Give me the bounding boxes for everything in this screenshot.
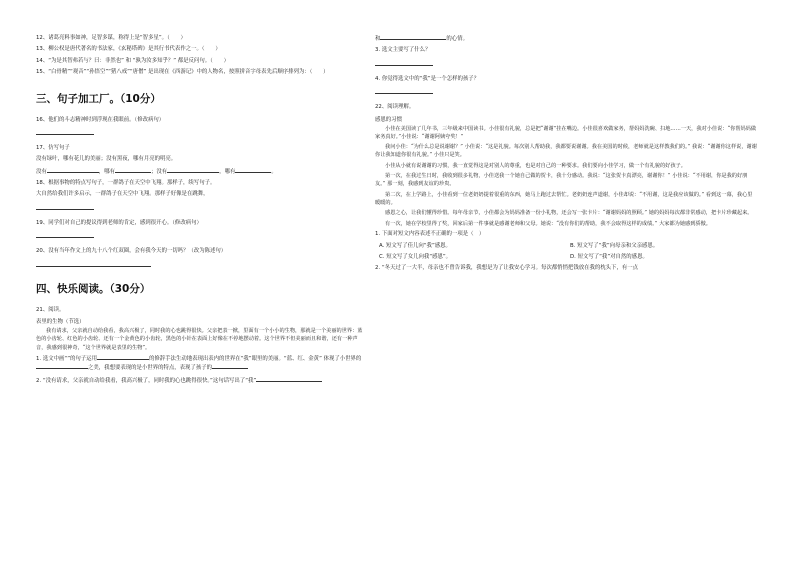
section-4-heading: 四、快乐阅读。（30分） xyxy=(36,282,151,295)
passage-2-title: 感恩的习惯 xyxy=(375,116,402,123)
question-21: 21、阅读。 xyxy=(36,306,65,313)
question-21-4: 4. 你觉得选文中的“我”是一个怎样的孩子？ xyxy=(375,75,480,82)
passage-2-p5: 第二次，在上学路上，小佳看到一位老奶奶提着很重的东西，她马上跑过去帮忙。老奶奶连声道谢，小佳却说：“不用谢，这是我应该做的。” 看到这一幕，我心里暖暖的。 xyxy=(375,191,753,206)
passage-2-p7: 有一次，她在学校里得了奖，回家后第一件事就是感谢老师和父母。她说：“没有你们的帮助，我不会取得这样的成绩。” 大家都为她感到骄傲。 xyxy=(385,220,711,227)
question-21-3: 3. 选文主要写了什么？ xyxy=(375,47,431,54)
question-21-2-cont: 和 的心情。 xyxy=(375,36,468,42)
passage-2-p2: 我问小佳：“为什么总是说谢谢？” 小佳说：“这是礼貌。每次别人帮助我，我都要说谢谢。我在美国的时候，老师就是这样教我们的。” 我说：“谢谢你这样说，谢谢你让我知道你很有礼貌。” 小佳只是笑。 xyxy=(375,144,757,159)
question-17: 17、仿写句子 xyxy=(36,144,70,151)
option-d[interactable]: D. 短文写了“我”对自然的感恩。 xyxy=(570,253,648,260)
passage-paragraph: 我有请求，父亲就自动给我看，我高兴极了，同时我的心也跳得很快。父亲把表一掀，里面有一个小小的生物，那就是一个美丽的世界：蓝色的小齿轮、红色的小齿轮、还有一个金黄色的小齿轮，黑色的小针在表面上好像在不停地摆动着。这个世界不但美丽而且和谐，还有一种声音，我感到很神奇，“这个世界就是表里的生物”。 xyxy=(36,327,363,351)
question-22-1: 1. 下面对短文内容表述不正确的一项是（ ） xyxy=(375,230,485,237)
question-21-2: 2. “没有请求，父亲就自动给我看，我高兴极了，同时我的心也跳得很快。”这句话写出了“我” xyxy=(36,376,366,385)
blank-17-4[interactable] xyxy=(235,167,271,173)
blank-17-1[interactable] xyxy=(47,167,99,173)
answer-line-19[interactable] xyxy=(36,230,94,238)
blank-21-1a[interactable] xyxy=(97,354,149,360)
question-21-1: 1. 选文中画“”的句子运用 的修辞手法生动地表现出表内的世界在“我”眼里的美丽。“蓝、红、金黄” 体现了小世界的之美，我想要表现的是小世界的特点，表现了孩子的 xyxy=(36,355,362,372)
question-22-2: 2. “冬天过了一大半，母亲也不曾告诉我，我想是为了让我安心学习。每次都悄悄把钱放在我的枕头下，有一点 xyxy=(375,264,639,271)
right-column xyxy=(375,34,757,275)
passage-2-p6: 感恩之心，让我们懂得珍惜。每年母亲节，小佳都会为妈妈准备一份小礼物，还会写一张卡片：“谢谢妈妈的照顾。” 她的妈妈每次都非常感动，把卡片珍藏起来。 xyxy=(385,210,753,217)
question-14: 14、“为是其智弗若与？曰：非然也” 和 “孰为汝多知乎？” 都是反问句。（ ） xyxy=(36,57,229,64)
option-a[interactable]: A. 短文写了佳儿向“我”感恩。 xyxy=(379,243,451,250)
question-19: 19、同学们对自己的提议得到老师的肯定，感到很开心。（修改病句） xyxy=(36,219,202,226)
passage-2-p4: 第一次，在我过生日时，我收到很多礼物，小佳送我一个她自己做的贺卡，我十分感动。我说：“这张贺卡真漂亮，谢谢你！” 小佳说：“不用谢，你是我的好朋友。” 那一刻，我感到友谊的珍贵。 xyxy=(375,173,748,188)
blank-17-2[interactable] xyxy=(115,167,151,173)
blank-21-2[interactable] xyxy=(256,376,322,382)
blank-17-3[interactable] xyxy=(167,167,219,173)
option-c[interactable]: C. 短文写了女儿向我“感恩”。 xyxy=(379,253,452,260)
passage-title: 表里的生物（节选） xyxy=(36,318,85,325)
left-column xyxy=(36,34,366,388)
answer-line-21-4[interactable] xyxy=(375,86,433,94)
answer-line-21-3[interactable] xyxy=(375,58,433,66)
blank-21-1c[interactable] xyxy=(212,363,248,369)
question-18: 18、根据事物的特点写句子，一群鸽子在天空中飞翔。那样子，续写句子。 xyxy=(36,180,216,186)
option-b[interactable]: B. 短文写了“我”向母亲和父亲感恩。 xyxy=(570,243,659,250)
passage-2-p3: 小佳从小就有说谢谢的习惯，我一直觉得这是对别人的尊重，也是对自己的一种要求。我们要向小佳学习，做一个有礼貌的好孩子。 xyxy=(385,162,686,169)
question-20: 20、没有当年作文上的九十八个红双圈，会有我今天的一切吗？（改为陈述句） xyxy=(36,248,227,255)
answer-line-20[interactable] xyxy=(36,259,151,267)
question-18-sentence: 大自然给我们许多启示，一群鸽子在天空中飞翔。那样子好像是在跳舞， xyxy=(36,191,209,198)
question-13: 13、柳公权是唐代著名的书法家，《玄秘塔碑》是其行书代表作之一。（ ） xyxy=(36,46,221,53)
passage-2-p1: 小佳在美国读了几年书，三年级来中国读书。小佳很有礼貌，总是把“谢谢”挂在嘴边。小佳很喜欢做家务，帮妈妈洗碗、扫地……一天，我对小佳说：“你帮妈妈做家务真好。”小佳说：“谢谢阿姨夸奖！” xyxy=(375,125,757,140)
question-16: 16、他们的斗志精神时到浮现在我眼前。（修改病句） xyxy=(36,116,165,123)
question-12: 12、诸葛亮料事如神，足智多谋，称得上是“智多星”。（ ） xyxy=(36,35,186,41)
question-17-example: 没有绿叶，哪有花儿的美丽；没有黑夜，哪有月亮的明亮。 xyxy=(36,156,177,163)
question-22-1-options xyxy=(375,241,757,262)
question-17-fill: 没有 ，哪有 ；没有 ，哪有 。 xyxy=(36,168,277,175)
answer-line-16[interactable] xyxy=(36,127,94,135)
question-15: 15、“白骨精”“观音”“孙悟空”“猪八戒”“唐僧” 是出现在《西游记》中的人物名，按照拼音字母表先后顺序排列为：（ ） xyxy=(36,69,329,76)
question-22: 22、阅读理解。 xyxy=(375,104,415,111)
answer-line-18[interactable] xyxy=(36,202,94,210)
blank-21-1b[interactable] xyxy=(36,363,88,369)
blank-21-2b[interactable] xyxy=(380,34,446,40)
section-3-heading: 三、句子加工厂。（10分） xyxy=(36,92,161,105)
